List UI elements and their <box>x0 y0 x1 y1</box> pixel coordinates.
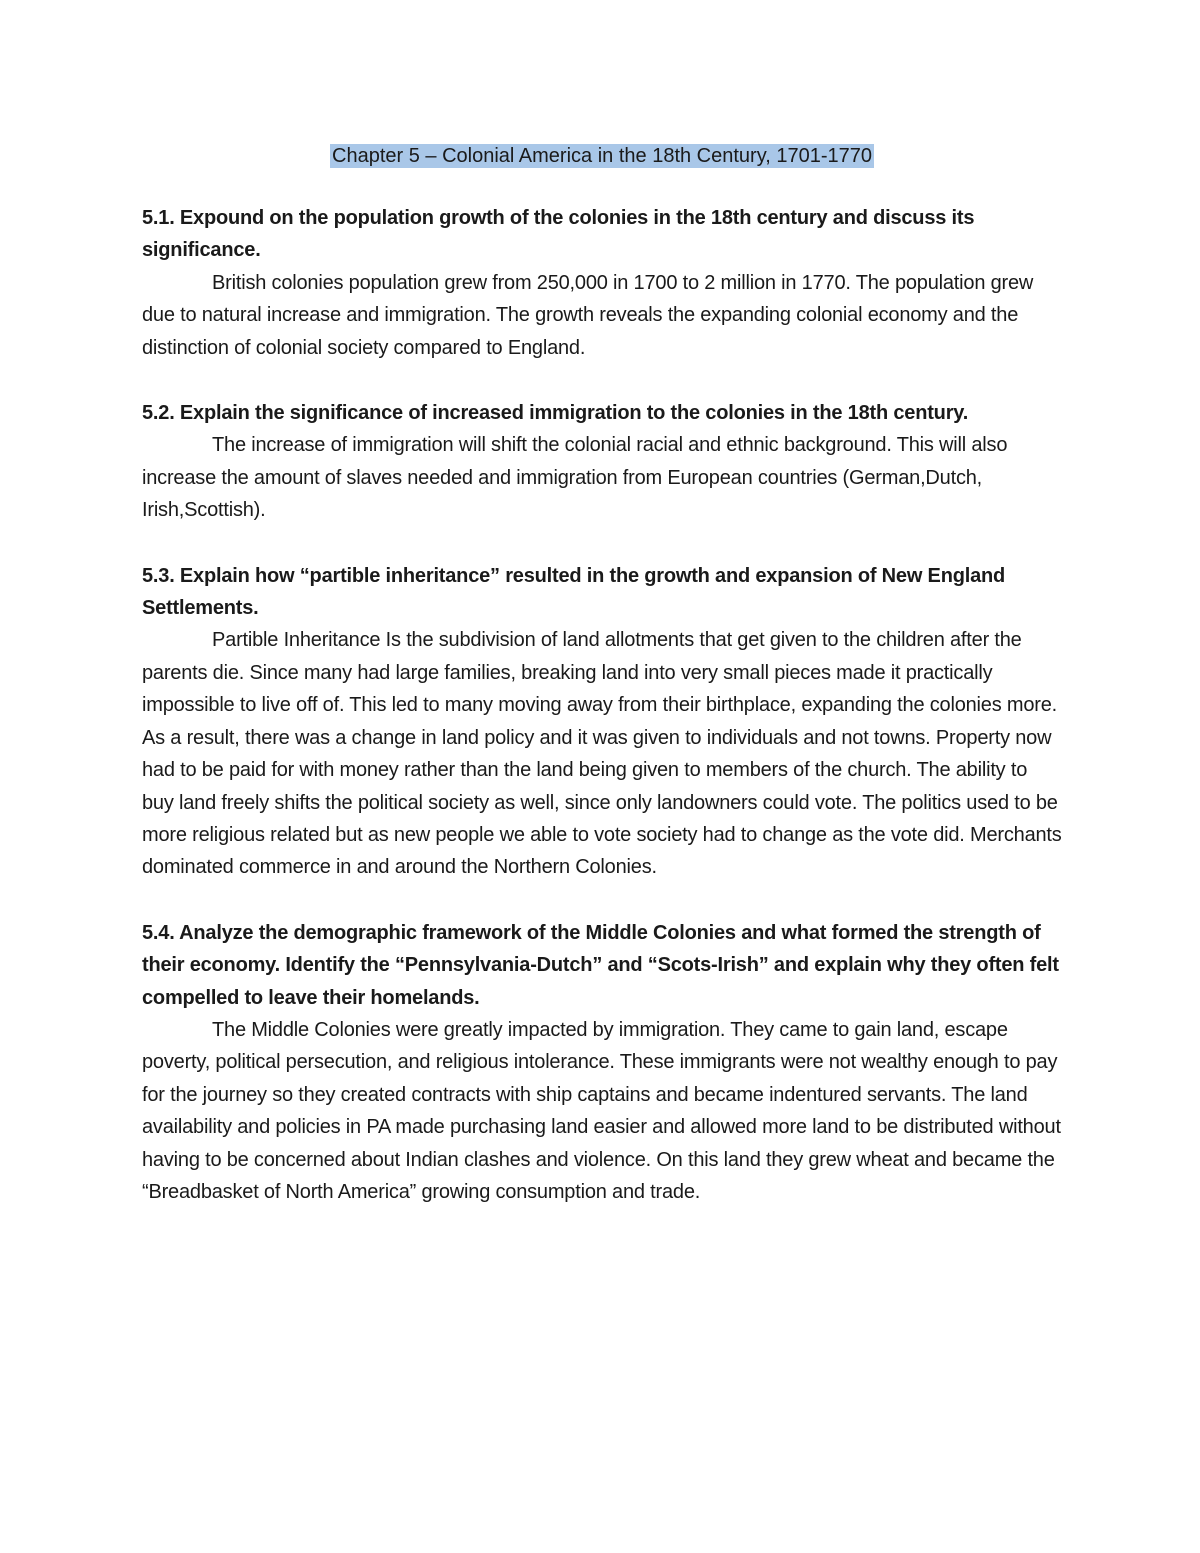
question-5-1: 5.1. Expound on the population growth of the colonies in the 18th century and discuss its significance. <box>142 207 975 262</box>
document-page <box>142 140 1062 1241</box>
question-5-2: 5.2. Explain the significance of increased immigration to the colonies in the 18th century. <box>142 402 969 425</box>
answer-5-3: Partible Inheritance Is the subdivision of land allotments that get given to the children after the parents die. Since many had large families, breaking land into very small pieces made it practically impossible to live off of. This led to many moving away from their birthplace, expanding the colonies more. As a result, there was a change in land policy and it was given to individuals and not towns. Property now had to be paid for with money rather than the land being given to members of the church. The ability to buy land freely shifts the political society as well, since only landowners could vote. The politics used to be more religious related but as new people we able to vote society had to change as the vote did. Merchants dominated commerce in and around the Northern Colonies. <box>142 629 1062 879</box>
answer-5-4: The Middle Colonies were greatly impacted by immigration. They came to gain land, escape poverty, political persecution, and religious intolerance. These immigrants were not wealthy enough to pay for the journey so they created contracts with ship captains and became indentured servants. The land availability and policies in PA made purchasing land easier and allowed more land to be distributed without having to be concerned about Indian clashes and violence. On this land they grew wheat and became the “Breadbasket of North America” growing consumption and trade. <box>142 1018 1061 1203</box>
question-5-3: 5.3. Explain how “partible inheritance” resulted in the growth and expansion of New England Settlements. <box>142 564 1006 620</box>
page-title: Chapter 5 – Colonial America in the 18th Century, 1701-1770 <box>332 145 872 167</box>
answer-5-2: The increase of immigration will shift the colonial racial and ethnic background. This will also increase the amount of slaves needed and immigration from European countries (German,Dutch, Irish,Scottish). <box>142 434 1008 522</box>
section-5-3 <box>142 560 1062 884</box>
section-5-4 <box>142 917 1062 1209</box>
title-line <box>142 140 1062 172</box>
question-5-4: 5.4. Analyze the demographic framework of the Middle Colonies and what formed the strength of their economy. Identify the “Pennsylvania-Dutch” and “Scots-Irish” and explain why they often felt compelled to leave their homelands. <box>142 921 1059 1009</box>
section-5-1 <box>142 202 1062 364</box>
answer-5-1: British colonies population grew from 250,000 in 1700 to 2 million in 1770. The population grew due to natural increase and immigration. The growth reveals the expanding colonial economy and the distinction of colonial society compared to England. <box>142 271 1034 359</box>
section-5-2 <box>142 397 1062 527</box>
